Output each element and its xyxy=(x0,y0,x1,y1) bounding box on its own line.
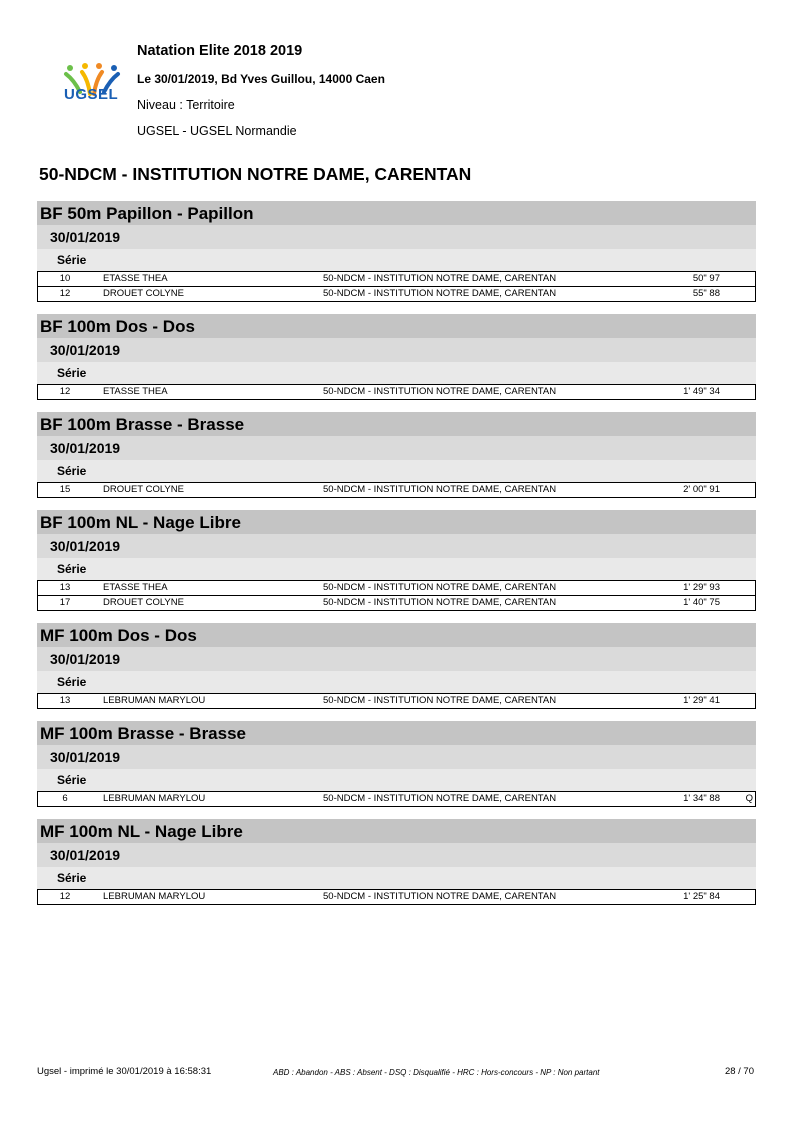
table-row xyxy=(38,385,755,399)
rank-cell: 12 xyxy=(59,386,71,397)
club-cell: 50-NDCM - INSTITUTION NOTRE DAME, CARENTAN xyxy=(323,288,557,299)
event-date: 30/01/2019 xyxy=(37,225,756,249)
rank-cell: 6 xyxy=(62,793,68,804)
serie-label: Série xyxy=(37,558,756,580)
table-row xyxy=(38,581,755,595)
swimmer-name-cell: DROUET COLYNE xyxy=(103,288,184,299)
table-row xyxy=(38,694,755,708)
rank-cell: 10 xyxy=(59,273,71,284)
serie-label: Série xyxy=(37,460,756,482)
rank-cell: 13 xyxy=(59,582,71,593)
rank-cell: 17 xyxy=(59,597,71,608)
event-title: MF 100m NL - Nage Libre xyxy=(37,819,756,843)
table-row xyxy=(38,272,755,286)
event-date: 30/01/2019 xyxy=(37,338,756,362)
swimmer-name-cell: ETASSE THEA xyxy=(103,386,168,397)
club-cell: 50-NDCM - INSTITUTION NOTRE DAME, CARENTAN xyxy=(323,386,557,397)
swimmer-name-cell: ETASSE THEA xyxy=(103,582,168,593)
event-title: BF 100m Brasse - Brasse xyxy=(37,412,756,436)
serie-label: Série xyxy=(37,769,756,791)
competition-title: Natation Elite 2018 2019 xyxy=(137,43,303,59)
time-cell: 55" 88 xyxy=(692,288,720,299)
abbreviation-legend: ABD : Abandon - ABS : Absent - DSQ : Disqualifié - HRC : Hors-concours - NP : Non partant xyxy=(273,1068,600,1077)
club-cell: 50-NDCM - INSTITUTION NOTRE DAME, CARENTAN xyxy=(323,891,557,902)
event-title: MF 100m Dos - Dos xyxy=(37,623,756,647)
ugsel-logo-icon xyxy=(58,52,128,112)
results-table xyxy=(37,482,756,498)
club-cell: 50-NDCM - INSTITUTION NOTRE DAME, CARENTAN xyxy=(323,484,557,495)
event-section xyxy=(37,819,756,905)
logo-text: UGSEL xyxy=(64,86,119,103)
swimmer-name-cell: DROUET COLYNE xyxy=(103,597,184,608)
event-section xyxy=(37,314,756,400)
club-cell: 50-NDCM - INSTITUTION NOTRE DAME, CARENTAN xyxy=(323,582,557,593)
event-title: BF 100m NL - Nage Libre xyxy=(37,510,756,534)
club-cell: 50-NDCM - INSTITUTION NOTRE DAME, CARENTAN xyxy=(323,793,557,804)
page-footer xyxy=(37,1066,756,1082)
competition-organization: UGSEL - UGSEL Normandie xyxy=(137,124,297,138)
time-cell: 1' 29" 93 xyxy=(683,582,720,593)
event-title: BF 100m Dos - Dos xyxy=(37,314,756,338)
time-cell: 1' 40" 75 xyxy=(683,597,720,608)
time-cell: 1' 29" 41 xyxy=(683,695,720,706)
results-table xyxy=(37,889,756,905)
page-header xyxy=(0,0,793,150)
rank-cell: 12 xyxy=(59,891,71,902)
table-row xyxy=(38,286,755,301)
event-section xyxy=(37,510,756,611)
event-title: BF 50m Papillon - Papillon xyxy=(37,201,756,225)
results-table xyxy=(37,791,756,807)
club-cell: 50-NDCM - INSTITUTION NOTRE DAME, CARENTAN xyxy=(323,273,557,284)
event-section xyxy=(37,623,756,709)
event-date: 30/01/2019 xyxy=(37,534,756,558)
results-table xyxy=(37,384,756,400)
serie-label: Série xyxy=(37,671,756,693)
rank-cell: 12 xyxy=(59,288,71,299)
event-section xyxy=(37,412,756,498)
event-section xyxy=(37,201,756,302)
results-table xyxy=(37,693,756,709)
qualification-flag: Q xyxy=(745,793,753,804)
club-cell: 50-NDCM - INSTITUTION NOTRE DAME, CARENTAN xyxy=(323,695,557,706)
rank-cell: 15 xyxy=(59,484,71,495)
time-cell: 1' 49" 34 xyxy=(683,386,720,397)
event-date: 30/01/2019 xyxy=(37,843,756,867)
event-title: MF 100m Brasse - Brasse xyxy=(37,721,756,745)
swimmer-name-cell: LEBRUMAN MARYLOU xyxy=(103,695,206,706)
event-section xyxy=(37,721,756,807)
time-cell: 1' 25" 84 xyxy=(683,891,720,902)
events-list xyxy=(37,201,756,917)
time-cell: 2' 00" 91 xyxy=(683,484,720,495)
swimmer-name-cell: LEBRUMAN MARYLOU xyxy=(103,891,206,902)
printed-timestamp: Ugsel - imprimé le 30/01/2019 à 16:58:31 xyxy=(37,1066,212,1077)
table-row xyxy=(38,792,755,806)
competition-level: Niveau : Territoire xyxy=(137,98,235,112)
event-date: 30/01/2019 xyxy=(37,745,756,769)
club-cell: 50-NDCM - INSTITUTION NOTRE DAME, CARENTAN xyxy=(323,597,557,608)
event-date: 30/01/2019 xyxy=(37,436,756,460)
results-table xyxy=(37,580,756,611)
serie-label: Série xyxy=(37,362,756,384)
serie-label: Série xyxy=(37,867,756,889)
results-table xyxy=(37,271,756,302)
club-title: 50-NDCM - INSTITUTION NOTRE DAME, CARENTAN xyxy=(39,164,472,184)
competition-date-location: Le 30/01/2019, Bd Yves Guillou, 14000 Caen xyxy=(137,72,385,86)
swimmer-name-cell: LEBRUMAN MARYLOU xyxy=(103,793,206,804)
swimmer-name-cell: ETASSE THEA xyxy=(103,273,168,284)
table-row xyxy=(38,483,755,497)
serie-label: Série xyxy=(37,249,756,271)
table-row xyxy=(38,890,755,904)
time-cell: 50" 97 xyxy=(692,273,720,284)
event-date: 30/01/2019 xyxy=(37,647,756,671)
swimmer-name-cell: DROUET COLYNE xyxy=(103,484,184,495)
table-row xyxy=(38,595,755,610)
rank-cell: 13 xyxy=(59,695,71,706)
time-cell: 1' 34" 88 xyxy=(683,793,720,804)
page-number: 28 / 70 xyxy=(724,1066,754,1077)
